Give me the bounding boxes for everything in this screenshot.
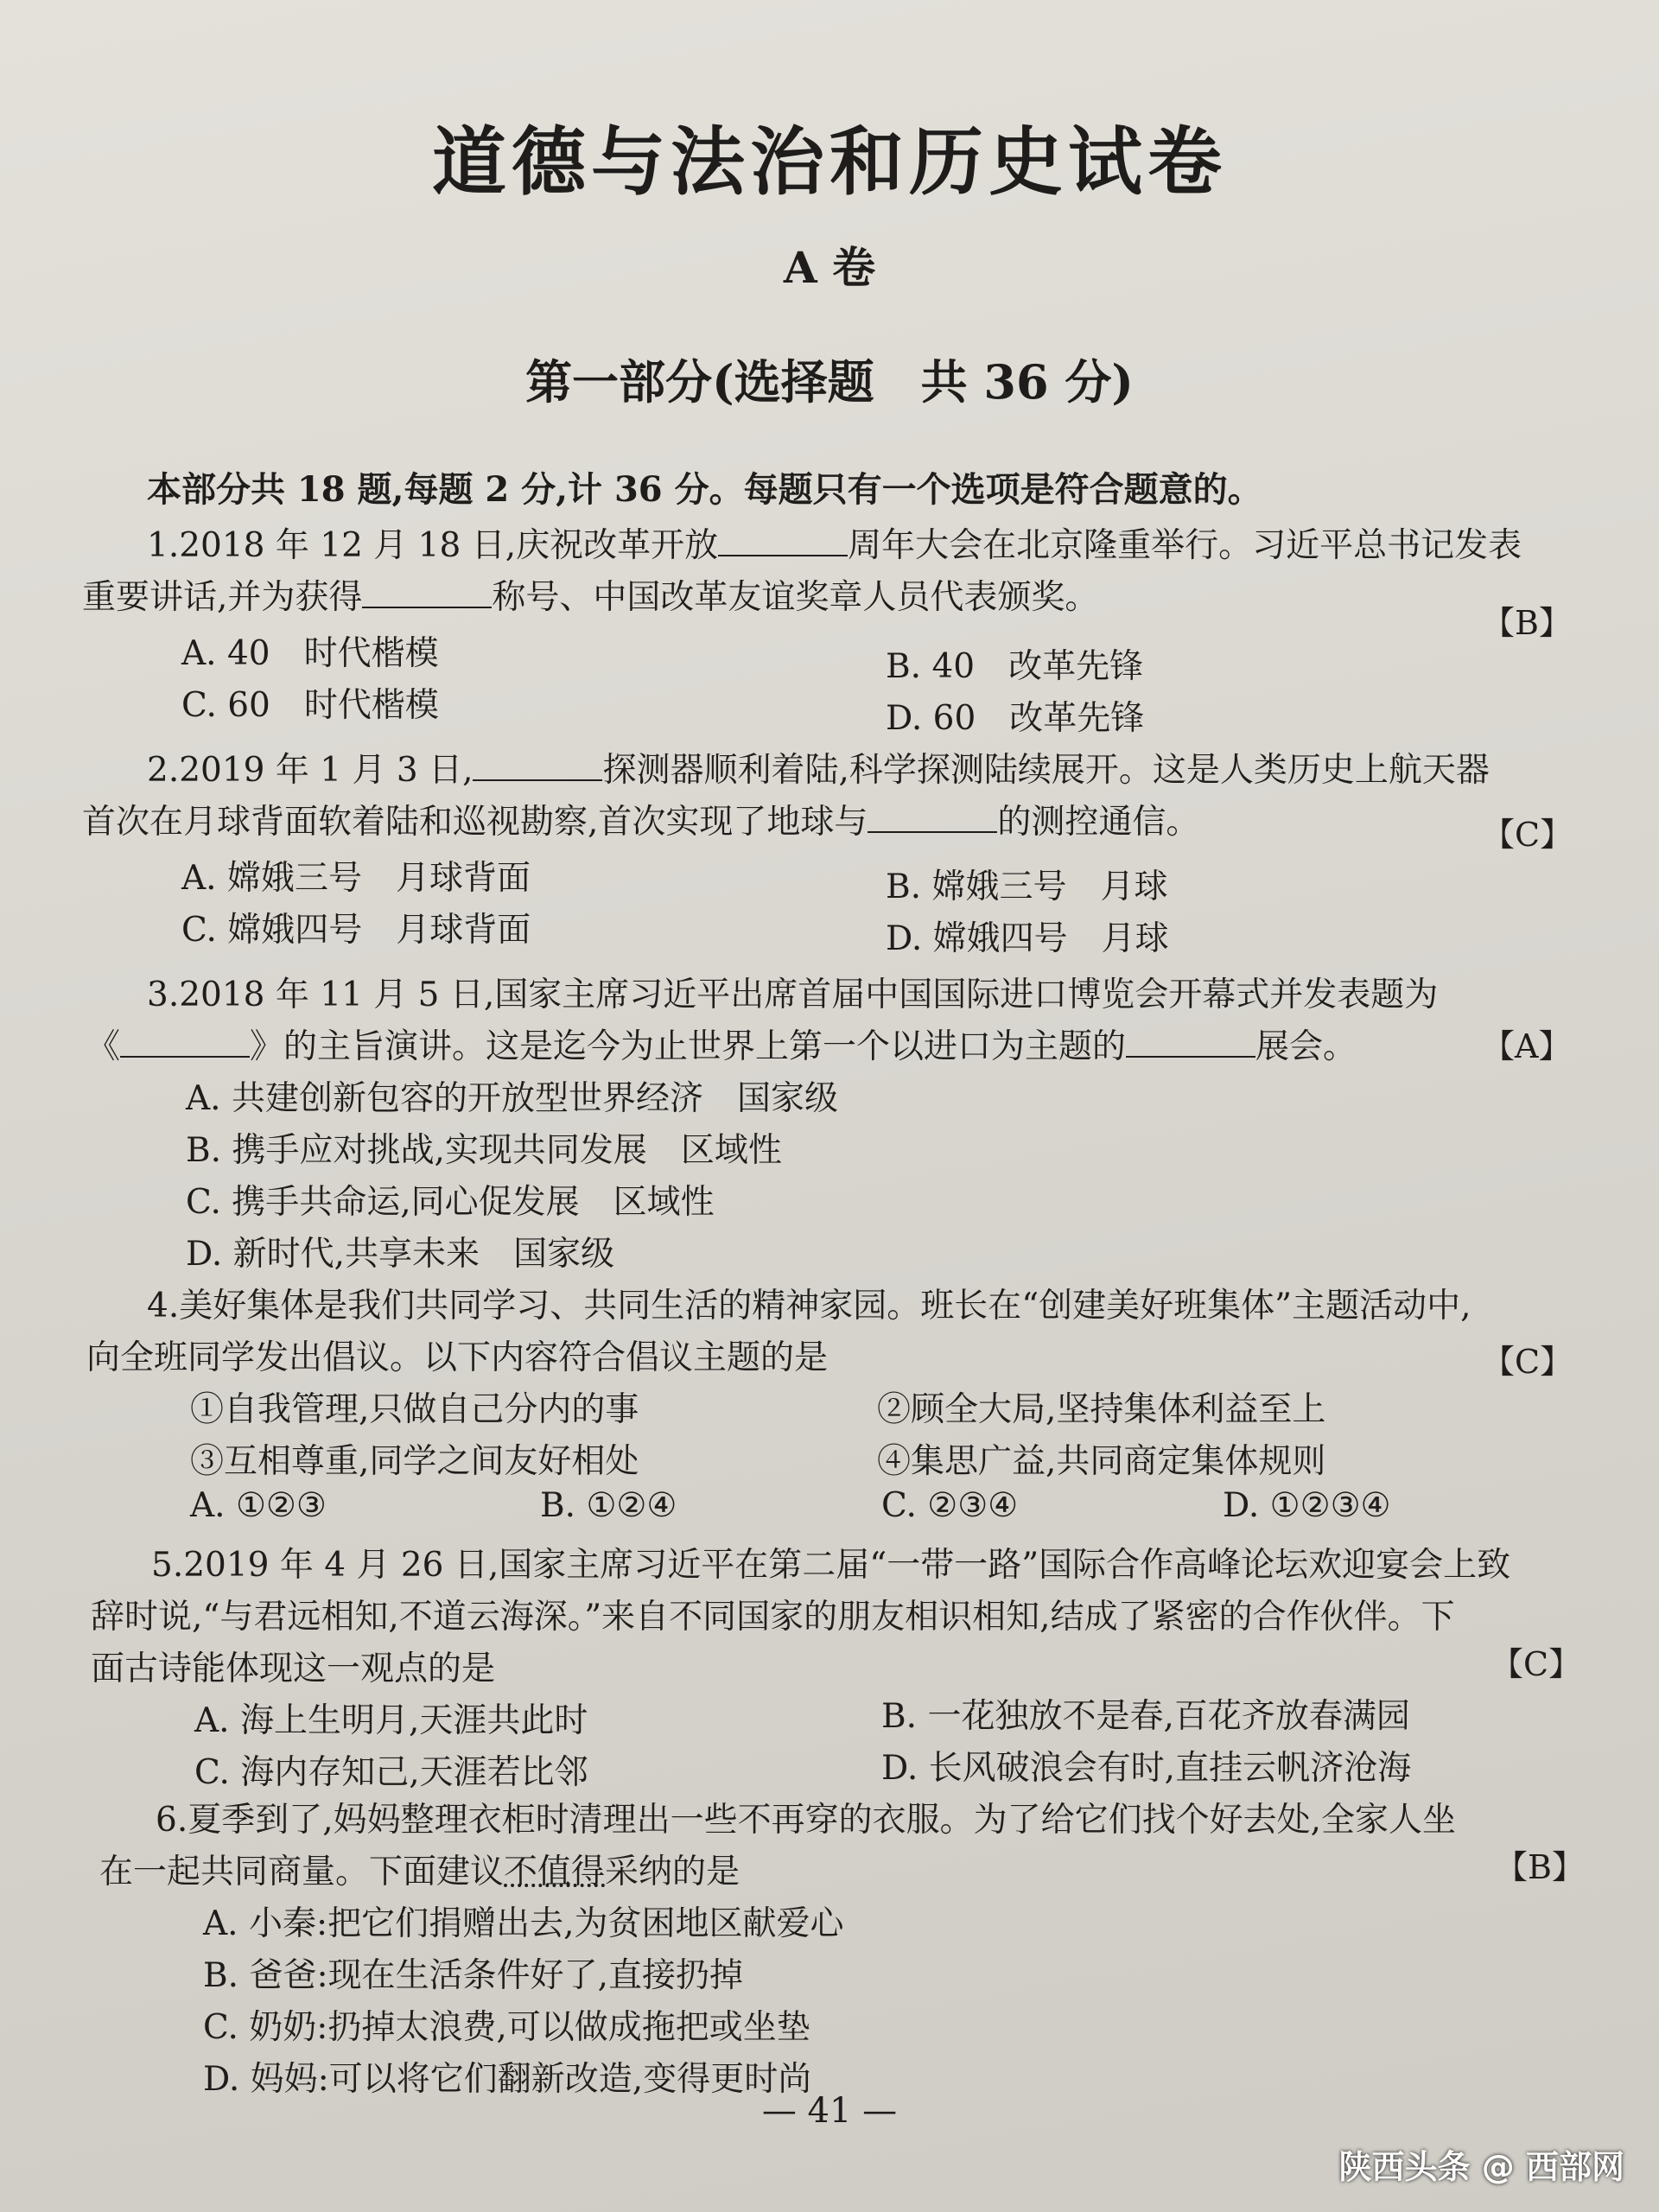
q3-option-b: B. 携手应对挑战,实现共同发展 区域性 [186,1131,782,1170]
q5-answer: 【C】 [1491,1645,1582,1683]
q2-option-d: D. 嫦娥四号 月球 [886,919,1169,958]
q3-text: 展会。 [1255,1027,1357,1066]
q3-text: 》的主旨演讲。这是迄今为止世界上第一个以进口为主题的 [250,1027,1127,1066]
page-title: 道德与法治和历史试卷 [432,118,1227,206]
q6-line1: 6.夏季到了,妈妈整理衣柜时清理出一些不再穿的衣服。为了给它们找个好去处,全家人坐 [156,1801,1457,1840]
q1-option-d: D. 60 改革先锋 [886,699,1145,738]
q5-line2: 辞时说,“与君远相知,不道云海深。”来自不同国家的朋友相识相知,结成了紧密的合作伙伴。下 [91,1598,1455,1637]
q6-option-c: C. 奶奶:扔掉太浪费,可以做成拖把或坐垫 [203,2008,810,2047]
q5-option-c: C. 海内存知己,天涯若比邻 [194,1753,588,1792]
q3-answer: 【A】 [1482,1027,1572,1065]
q2-text: 探测器顺利着陆,科学探测陆续展开。这是人类历史上航天器 [602,751,1490,790]
q1-answer: 【B】 [1482,604,1572,642]
q2-blank [473,753,602,781]
q2-text: 2.2019 年 1 月 3 日, [147,751,474,790]
section-heading: 第一部分(选择题 共 36 分) [525,354,1134,410]
q6-option-d: D. 妈妈:可以将它们翻新改造,变得更时尚 [203,2060,812,2099]
q6-answer: 【B】 [1495,1848,1585,1886]
page-number: — 41 — [761,2091,898,2131]
source-watermark: 陕西头条 @ 西部网 [1338,2148,1624,2186]
q5-option-b: B. 一花独放不是春,百花齐放春满园 [881,1697,1410,1736]
q4-statement-1: ①自我管理,只做自己分内的事 [190,1390,639,1429]
q2-line1 [147,743,1490,791]
q3-text: 《 [86,1027,121,1066]
q4-statement-3: ③互相尊重,同学之间友好相处 [190,1442,639,1481]
q4-option-b: B. ①②④ [540,1486,677,1525]
q5-line1: 5.2019 年 4 月 26 日,国家主席习近平在第二届“一带一路”国际合作高峰论坛欢迎宴会上致 [151,1546,1511,1585]
q3-blank [1126,1030,1255,1058]
q1-text: 重要讲话,并为获得 [82,578,363,617]
q6-line2 [99,1845,740,1893]
q1-text: 1.2018 年 12 月 18 日,庆祝改革开放 [147,526,719,565]
q1-line1 [147,518,1522,567]
q4-statement-4: ④集思广益,共同商定集体规则 [877,1442,1326,1481]
q1-line2 [82,570,1098,619]
q6-option-b: B. 爸爸:现在生活条件好了,直接扔掉 [203,1956,743,1995]
q1-blank [718,529,848,556]
q6-text: 在一起共同商量。下面建议 [99,1853,505,1891]
q6-emphasis: 不值得 [504,1853,606,1891]
q2-text: 首次在月球背面软着陆和巡视勘察,首次实现了地球与 [82,803,868,842]
q3-blank [120,1030,250,1058]
q2-text: 的测控通信。 [997,803,1200,842]
q4-option-a: A. ①②③ [190,1486,327,1525]
q2-option-c: C. 嫦娥四号 月球背面 [181,911,531,950]
q2-option-a: A. 嫦娥三号 月球背面 [181,859,531,898]
q3-line2 [86,1020,1357,1068]
q3-option-c: C. 携手共命运,同心促发展 区域性 [186,1183,715,1222]
q3-option-a: A. 共建创新包容的开放型世界经济 国家级 [186,1079,838,1118]
q2-line2 [82,795,1199,843]
q6-option-a: A. 小秦:把它们捐赠出去,为贫困地区献爱心 [203,1904,844,1943]
q5-option-a: A. 海上生明月,天涯共此时 [194,1701,588,1740]
q4-line2: 向全班同学发出倡议。以下内容符合倡议主题的是 [86,1338,829,1377]
q6-text: 采纳的是 [605,1853,741,1891]
q4-line1: 4.美好集体是我们共同学习、共同生活的精神家园。班长在“创建美好班集体”主题活动中, [147,1287,1471,1325]
q2-option-b: B. 嫦娥三号 月球 [886,868,1168,906]
q1-text: 称号、中国改革友谊奖章人员代表颁奖。 [492,578,1099,617]
q1-option-b: B. 40 改革先锋 [886,647,1144,686]
q1-option-c: C. 60 时代楷模 [181,686,439,725]
q4-option-c: C. ②③④ [881,1486,1019,1525]
q1-text: 周年大会在北京隆重举行。习近平总书记发表 [848,526,1522,565]
q5-line3: 面古诗能体现这一观点的是 [91,1649,496,1688]
q3-line1: 3.2018 年 11 月 5 日,国家主席习近平出席首届中国国际进口博览会开幕式并发表题为 [147,976,1439,1014]
q4-option-d: D. ①②③④ [1223,1486,1391,1525]
q1-blank [362,581,492,608]
q5-option-d: D. 长风破浪会有时,直挂云帆济沧海 [881,1749,1412,1788]
q4-answer: 【C】 [1482,1343,1573,1381]
q3-option-d: D. 新时代,共享未来 国家级 [186,1235,615,1274]
q4-statement-2: ②顾全大局,坚持集体利益至上 [877,1390,1326,1429]
q1-option-a: A. 40 时代楷模 [181,634,439,673]
q2-blank [868,805,997,833]
section-instructions: 本部分共 18 题,每题 2 分,计 36 分。每题只有一个选项是符合题意的。 [147,469,1262,510]
paper-label: A 卷 [783,242,876,293]
q2-answer: 【C】 [1482,816,1573,854]
